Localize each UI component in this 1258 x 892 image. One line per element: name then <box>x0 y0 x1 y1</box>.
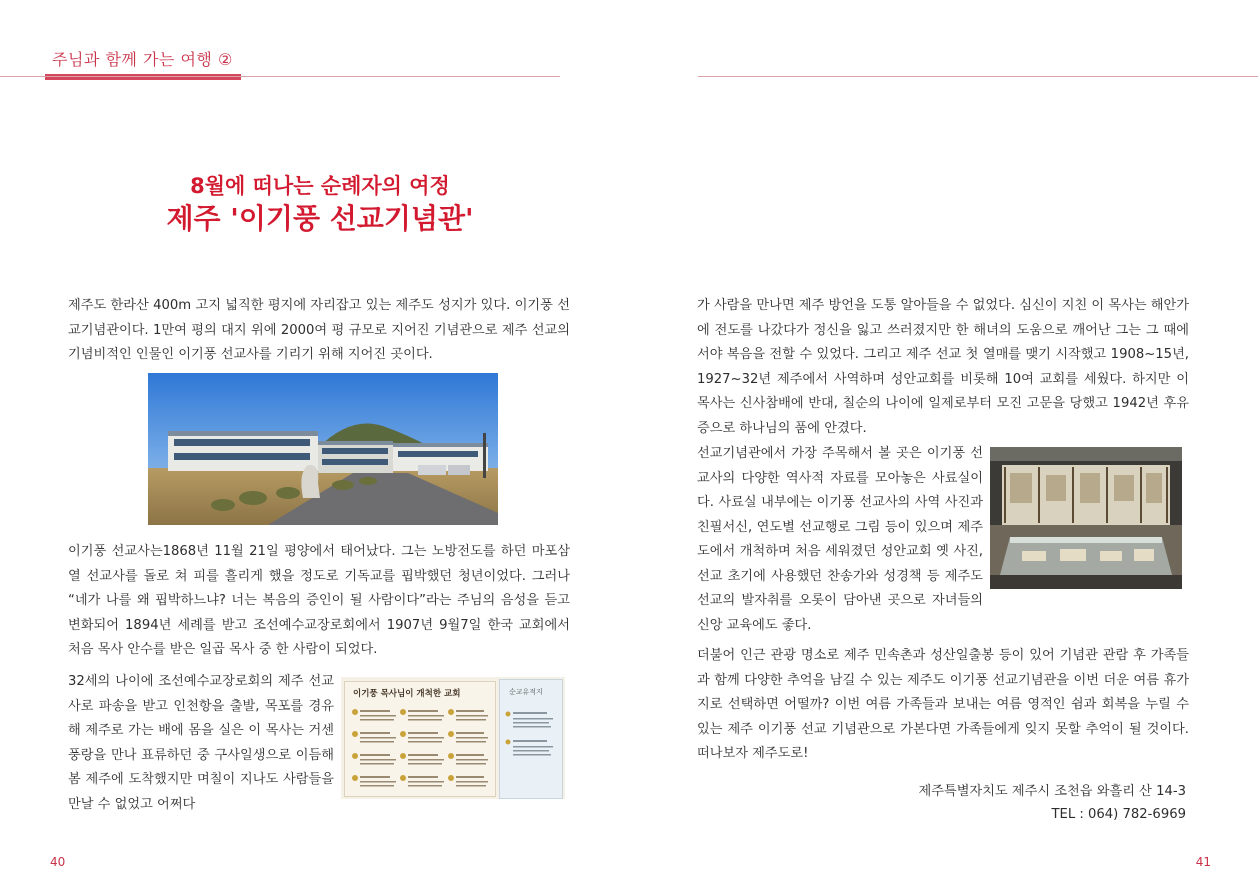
page-number-right: 41 <box>1195 855 1211 869</box>
address-text: 제주특별자치도 제주시 조천읍 와흘리 산 14-3 <box>918 784 1186 799</box>
header-rule-right <box>698 76 1258 77</box>
board-main-panel <box>344 681 496 797</box>
board-side-heading: 순교유적지 <box>509 688 543 696</box>
section-label: 주님과 함께 가는 여행 ② <box>52 50 233 69</box>
article-title: 제주 '이기풍 선교기념관' <box>166 202 474 235</box>
left-paragraph-2: 이기풍 선교사는1868년 11월 21일 평양에서 태어났다. 그는 노방전도를 하던 마포삼열 선교사를 돌로 쳐 피를 흘리게 했을 정도로 기독교를 핍박했던 청년이었다. 그러나 “네가 나를 왜 핍박하느냐? 너는 복음의 증인이 될 사람이다”라는 주님의 음성을 듣고 변화되어 1894년 세례를 받고 조선예수교장로회에서 1907년 9월7일 한국 교회에서 처음 목사 안수를 받은 일곱 목사 중 한 사람이 되었다. <box>68 544 570 657</box>
phone-text: TEL : 064) 782-6969 <box>1051 807 1186 822</box>
church-list-board-photo <box>341 677 565 799</box>
page-number-left: 40 <box>50 855 66 869</box>
board-side-panel <box>499 679 563 799</box>
article-subtitle: 8월에 떠나는 순례자의 여정 <box>190 174 450 198</box>
left-paragraph-3: 32세의 나이에 조선예수교장로회의 제주 선교사로 파송을 받고 인천항을 출발, 목포를 경유해 제주로 가는 배에 몸을 실은 이 목사는 거센 풍랑을 만나 표류하던 중 구사일생으로 이듬해 봄 제주에 도착했지만 며칠이 지나도 사람들을 만날 수 없었고 어쩌다 <box>68 674 334 812</box>
archive-room-photo <box>990 447 1182 589</box>
left-paragraph-1: 제주도 한라산 400m 고지 넓직한 평지에 자리잡고 있는 제주도 성지가 있다. 이기풍 선교기념관이다. 1만여 평의 대지 위에 2000여 평 규모로 지어진 기념관으로 제주 선교의 기념비적인 인물인 이기풍 선교사를 기리기 위해 지어진 곳이다. <box>68 298 570 362</box>
right-paragraph-1: 가 사람을 만나면 제주 방언을 도통 알아들을 수 없었다. 심신이 지친 이 목사는 해안가에 전도를 나갔다가 정신을 잃고 쓰러졌지만 한 해녀의 도움으로 깨어난 그는 그 때에서야 복음을 전할 수 있었다. 그리고 제주 선교 첫 열매를 맺기 시작했고 1908~15년, 1927~32년 제주에서 사역하며 성안교회를 비롯해 10여 교회를 세웠다. 하지만 이 목사는 신사참배에 반대, 칠순의 나이에 일제로부터 모진 고문을 당했고 1942년 후유증으로 하나님의 품에 안겼다. <box>697 298 1189 436</box>
section-accent-bar <box>45 74 241 80</box>
board-heading: 이기풍 목사님이 개척한 교회 <box>353 689 461 699</box>
address-block <box>919 780 1186 826</box>
memorial-building-photo <box>148 373 498 525</box>
right-paragraph-2: 선교기념관에서 가장 주목해서 볼 곳은 이기풍 선교사의 다양한 역사적 자료를 모아놓은 사료실이다. 사료실 내부에는 이기풍 선교사의 사역 사진과 친필서신, 연도별 선교행로 그림 등이 있으며 제주도에서 개척하며 처음 세워졌던 성안교회 옛 사진, 선교 초기에 사용했던 찬송가와 성경책 등 제주도 선교의 발자취를 오롯이 담아낸 곳으로 자녀들의 신앙 교육에도 좋다. <box>697 446 983 633</box>
header-rule-left <box>0 76 560 77</box>
right-paragraph-3: 더불어 인근 관광 명소로 제주 민속촌과 성산일출봉 등이 있어 기념관 관람 후 가족들과 함께 다양한 추억을 남길 수 있는 제주도 이기풍 선교기념관을 이번 더운 여름 휴가지로 선택하면 어떨까? 이번 여름 가족들과 보내는 여름 영적인 쉼과 회복을 누릴 수 있는 제주 이기풍 선교 기념관으로 가본다면 가족들에게 잊지 못할 추억이 될 것이다. 떠나보자 제주도로! <box>697 648 1189 761</box>
